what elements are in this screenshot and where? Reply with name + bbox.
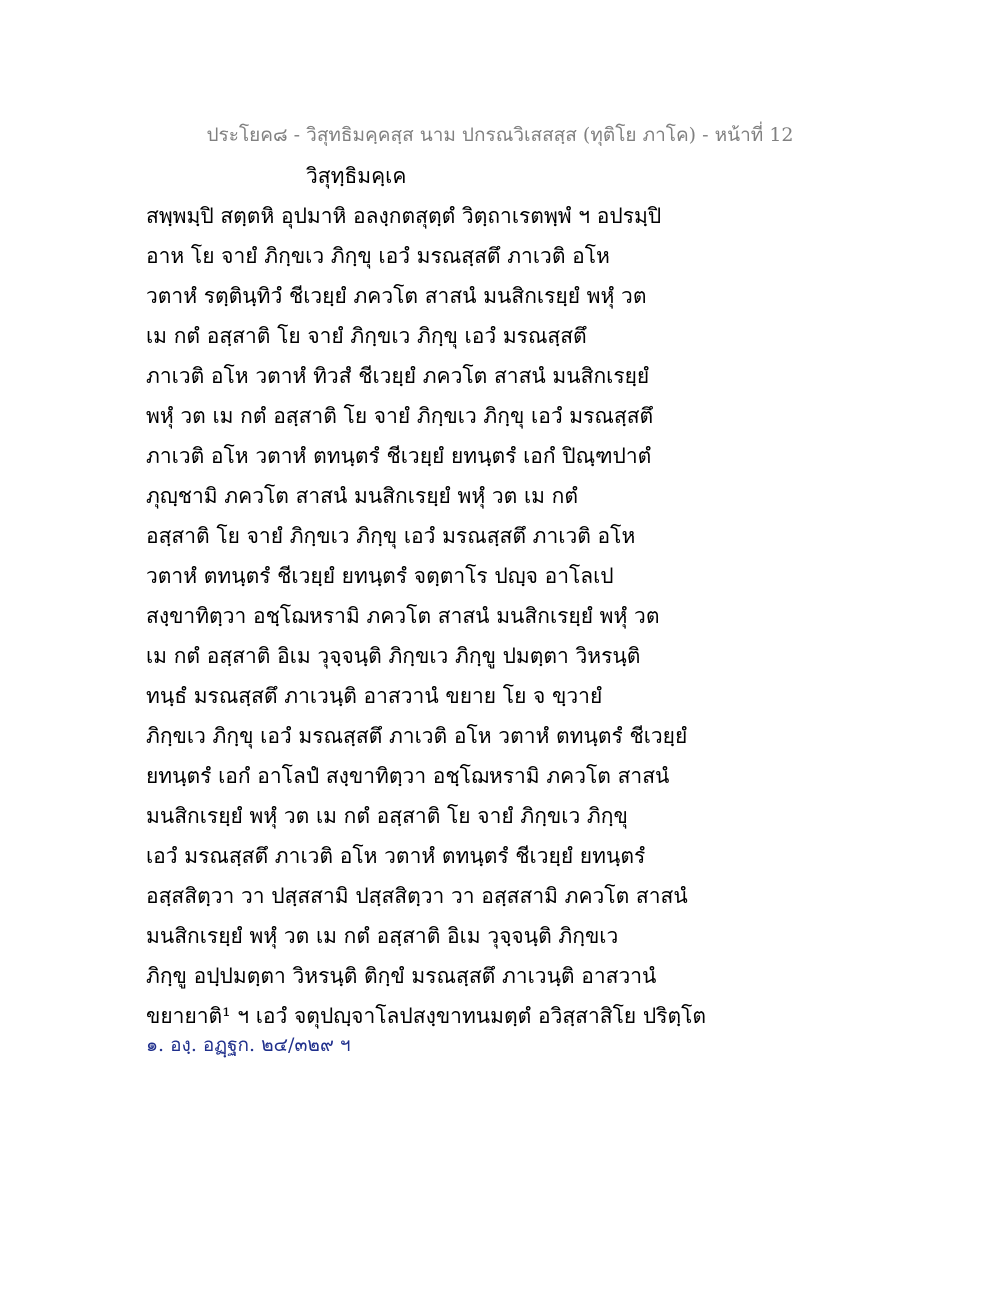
text-line: ขยายาติ¹ ฯ เอวํ จตุปญฺจาโลปสงฺขาทนมตฺตํ อวิสฺสาสิโย ปริตฺโต bbox=[146, 1004, 707, 1028]
text-line: อาห โย จายํ ภิกฺขเว ภิกฺขุ เอวํ มรณสฺสตึ ภาเวติ อโห bbox=[146, 244, 610, 268]
text-line: พหุํ วต เม กตํ อสฺสาติ โย จายํ ภิกฺขเว ภิกฺขุ เอวํ มรณสฺสตึ bbox=[146, 404, 654, 428]
text-line: อสฺสาติ โย จายํ ภิกฺขเว ภิกฺขุ เอวํ มรณสฺสตึ ภาเวติ อโห bbox=[146, 524, 636, 548]
text-line: วตาหํ ตทนฺตรํ ชีเวยฺยํ ยทนฺตรํ จตฺตาโร ปญฺจ อาโลเป bbox=[146, 564, 614, 588]
text-line: ทนฺธํ มรณสฺสตึ ภาเวนฺติ อาสวานํ ขยาย โย จ ขฺวายํ bbox=[146, 684, 603, 708]
section-title: วิสุทฺธิมคฺเค bbox=[306, 164, 407, 188]
text-line: เม กตํ อสฺสาติ โย จายํ ภิกฺขเว ภิกฺขุ เอวํ มรณสฺสตึ bbox=[146, 324, 587, 348]
text-line: ภิกฺขู อปฺปมตฺตา วิหรนฺติ ติกฺขํ มรณสฺสตึ ภาเวนฺติ อาสวานํ bbox=[146, 964, 657, 988]
text-line: วตาหํ รตฺตินฺทิวํ ชีเวยฺยํ ภควโต สาสนํ มนสิกเรยฺยํ พหุํ วต bbox=[146, 284, 647, 308]
text-line: มนสิกเรยฺยํ พหุํ วต เม กตํ อสฺสาติ อิเม วุจฺจนฺติ ภิกฺขเว bbox=[146, 924, 619, 948]
text-line: ภิกฺขเว ภิกฺขุ เอวํ มรณสฺสตึ ภาเวติ อโห วตาหํ ตทนฺตรํ ชีเวยฺยํ bbox=[146, 724, 688, 748]
text-line: ยทนฺตรํ เอกํ อาโลปํ สงฺขาทิตฺวา อชฺโฌหรามิ ภควโต สาสนํ bbox=[146, 764, 670, 788]
text-line: สพฺพมฺปิ สตฺตหิ อุปมาหิ อลงฺกตสุตฺตํ วิตฺถาเรตพฺพํ ฯ อปรมฺปิ bbox=[146, 204, 662, 228]
text-line: ภุญฺชามิ ภควโต สาสนํ มนสิกเรยฺยํ พหุํ วต เม กตํ bbox=[146, 484, 579, 508]
text-line: อสฺสสิตฺวา วา ปสฺสสามิ ปสฺสสิตฺวา วา อสฺสสามิ ภควโต สาสนํ bbox=[146, 884, 688, 908]
text-line: ภาเวติ อโห วตาหํ ตทนฺตรํ ชีเวยฺยํ ยทนฺตรํ เอกํ ปิณฺฑปาตํ bbox=[146, 444, 652, 468]
text-line: เอวํ มรณสฺสตึ ภาเวติ อโห วตาหํ ตทนฺตรํ ชีเวยฺยํ ยทนฺตรํ bbox=[146, 844, 646, 868]
running-header: ประโยค๘ - วิสุทธิมคฺคสฺส นาม ปกรณวิเสสสฺส (ทุติโย ภาโค) - หน้าที่ 12 bbox=[206, 124, 794, 146]
body-text bbox=[146, 196, 706, 1036]
text-line: มนสิกเรยฺยํ พหุํ วต เม กตํ อสฺสาติ โย จายํ ภิกฺขเว ภิกฺขุ bbox=[146, 804, 628, 828]
text-line: ภาเวติ อโห วตาหํ ทิวสํ ชีเวยฺยํ ภควโต สาสนํ มนสิกเรยฺยํ bbox=[146, 364, 650, 388]
footnote: ๑. องฺ. อฏฺฐก. ๒๔/๓๒๙ ฯ bbox=[146, 1034, 351, 1056]
text-line: เม กตํ อสฺสาติ อิเม วุจฺจนฺติ ภิกฺขเว ภิกฺขู ปมตฺตา วิหรนฺติ bbox=[146, 644, 641, 668]
text-line: สงฺขาทิตฺวา อชฺโฌหรามิ ภควโต สาสนํ มนสิกเรยฺยํ พหุํ วต bbox=[146, 604, 660, 628]
